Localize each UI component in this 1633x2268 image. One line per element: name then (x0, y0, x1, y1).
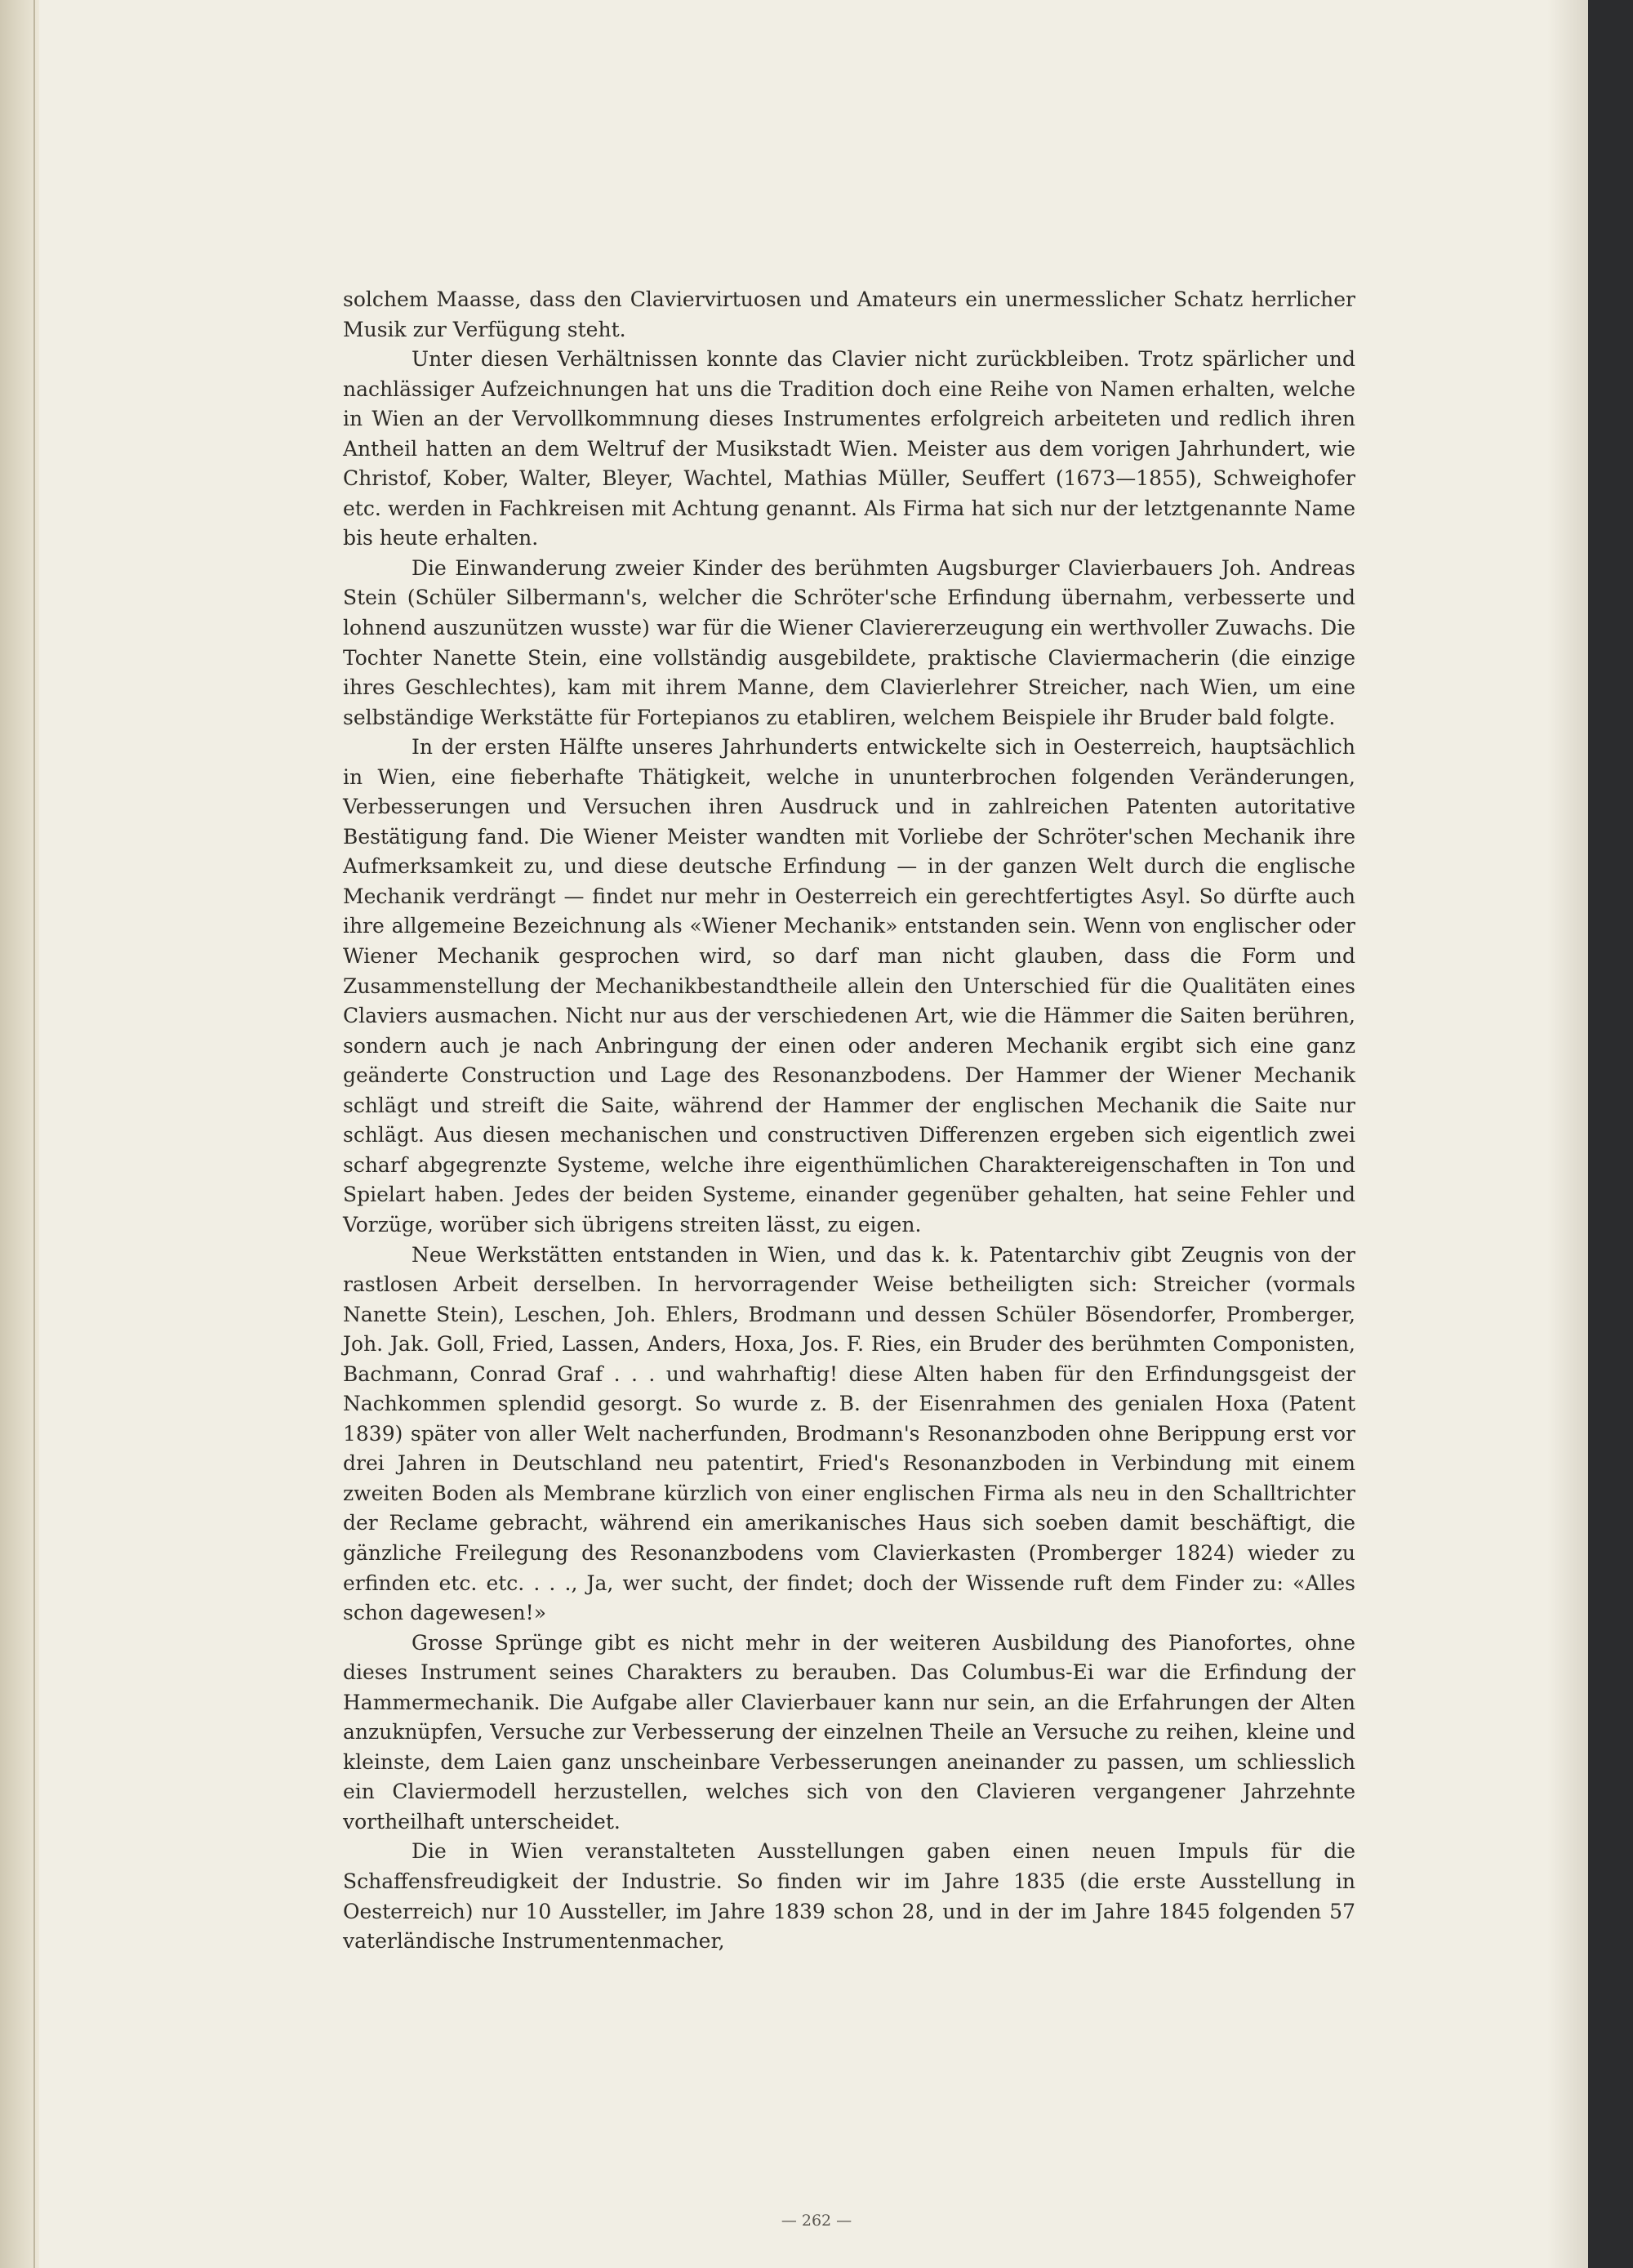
paragraph: Die Einwanderung zweier Kinder des berühmten Augsburger Clavierbauers Joh. Andreas Stein (Schüler Silbermann's, welcher die Schröter'sche Erfindung übernahm, verbesserte und lohnend auszunützen wusste) war für die Wiener Claviererzeugung ein werthvoller Zuwachs. Die Tochter Nanette Stein, eine vollständig ausgebildete, praktische Claviermacherin (die einzige ihres Geschlechtes), kam mit ihrem Manne, dem Clavierlehrer Streicher, nach Wien, um eine selbständige Werkstätte für Fortepianos zu etabliren, welchem Beispiele ihr Bruder bald folgte. (343, 555, 1355, 729)
paragraph: In der ersten Hälfte unseres Jahrhunderts entwickelte sich in Oesterreich, hauptsächlich in Wien, eine fieberhafte Thätigkeit, welche in ununterbrochen folgenden Veränderungen, Verbesserungen und Versuchen ihren Ausdruck und in zahlreichen Patenten autoritative Bestätigung fand. Die Wiener Meister wandten mit Vorliebe der Schröter'schen Mechanik ihre Aufmerksamkeit zu, und diese deutsche Erfindung — in der ganzen Welt durch die englische Mechanik verdrängt — findet nur mehr in Oesterreich ein gerechtfertigtes Asyl. So dürfte auch ihre allgemeine Bezeichnung als «Wiener Mechanik» entstanden sein. Wenn von englischer oder Wiener Mechanik gesprochen wird, so darf man nicht glauben, dass die Form und Zusammenstellung der Mechanikbestandtheile allein den Unterschied für die Qualitäten eines Claviers ausmachen. Nicht nur aus der verschiedenen Art, wie die Hämmer die Saiten berühren, sondern auch je nach Anbringung der einen oder anderen Mechanik ergibt sich eine ganz geänderte Construction und Lage des Resonanzbodens. Der Hammer der Wiener Mechanik schlägt und streift die Saite, während der Hammer der englischen Mechanik die Saite nur schlägt. Aus diesen mechanischen und constructiven Differenzen ergeben sich eigentlich zwei scharf abgegrenzte Systeme, welche ihre eigenthümlichen Charaktereigenschaften in Ton und Spielart haben. Jedes der beiden Systeme, einander gegenüber gehalten, hat seine Fehler und Vorzüge, worüber sich übrigens streiten lässt, zu eigen. (343, 735, 1355, 1236)
body-text (343, 285, 1355, 1957)
paragraph: solchem Maasse, dass den Claviervirtuosen und Amateurs ein unermesslicher Schatz herrlicher Musik zur Verfügung steht. (343, 287, 1355, 341)
paragraph: Unter diesen Verhältnissen konnte das Clavier nicht zurückbleiben. Trotz spärlicher und nachlässiger Aufzeichnungen hat uns die Tradition doch eine Reihe von Namen erhalten, welche in Wien an der Vervollkommnung dieses Instrumentes erfolgreich arbeiteten und redlich ihren Antheil hatten an dem Weltruf der Musikstadt Wien. Meister aus dem vorigen Jahrhundert, wie Christof, Kober, Walter, Bleyer, Wachtel, Mathias Müller, Seuffert (1673—1855), Schweighofer etc. werden in Fachkreisen mit Achtung genannt. Als Firma hat sich nur der letztgenannte Name bis heute erhalten. (343, 347, 1355, 550)
book-cover (1588, 0, 1633, 2268)
binding-line (33, 0, 35, 2268)
page-curl-shadow (1547, 0, 1588, 2268)
paragraph: Grosse Sprünge gibt es nicht mehr in der weiteren Ausbildung des Pianofortes, ohne dieses Instrument seines Charakters zu berauben. Das Columbus-Ei war die Erfindung der Hammermechanik. Die Aufgabe aller Clavierbauer kann nur sein, an die Erfahrungen der Alten anzuknüpfen, Versuche zur Verbesserung der einzelnen Theile an Versuche zu reihen, kleine und kleinste, dem Laien ganz unscheinbare Verbesserungen aneinander zu passen, um schliesslich ein Claviermodell herzustellen, welches sich von den Clavieren vergangener Jahrzehnte vortheilhaft unterscheidet. (343, 1630, 1355, 1834)
paragraph: Neue Werkstätten entstanden in Wien, und das k. k. Patentarchiv gibt Zeugnis von der rastlosen Arbeit derselben. In hervorragender Weise betheiligten sich: Streicher (vormals Nanette Stein), Leschen, Joh. Ehlers, Brodmann und dessen Schüler Bösendorfer, Promberger, Joh. Jak. Goll, Fried, Lassen, Anders, Hoxa, Jos. F. Ries, ein Bruder des berühmten Componisten, Bachmann, Conrad Graf . . . und wahrhaftig! diese Alten haben für den Erfindungsgeist der Nachkommen splendid gesorgt. So wurde z. B. der Eisenrahmen des genialen Hoxa (Patent 1839) später von aller Welt nacherfunden, Brodmann's Resonanzboden ohne Berippung erst vor drei Jahren in Deutschland neu patentirt, Fried's Resonanzboden in Verbindung mit einem zweiten Boden als Membrane kürzlich von einer englischen Firma als neu in den Schalltrichter der Reclame gebracht, während ein amerikanisches Haus sich soeben damit beschäftigt, die gänzliche Freilegung des Resonanzbodens vom Clavierkasten (Promberger 1824) wieder zu erfinden etc. etc. . . ., Ja, wer sucht, der findet; doch der Wissende ruft dem Finder zu: «Alles schon dagewesen!» (343, 1242, 1355, 1625)
page-number: — 262 — (781, 2212, 852, 2230)
paragraph: Die in Wien veranstalteten Ausstellungen gaben einen neuen Impuls für die Schaffensfreudigkeit der Industrie. So finden wir im Jahre 1835 (die erste Ausstellung in Oesterreich) nur 10 Aussteller, im Jahre 1839 schon 28, und in der im Jahre 1845 folgenden 57 vaterländische Instrumentenmacher, (343, 1839, 1355, 1954)
